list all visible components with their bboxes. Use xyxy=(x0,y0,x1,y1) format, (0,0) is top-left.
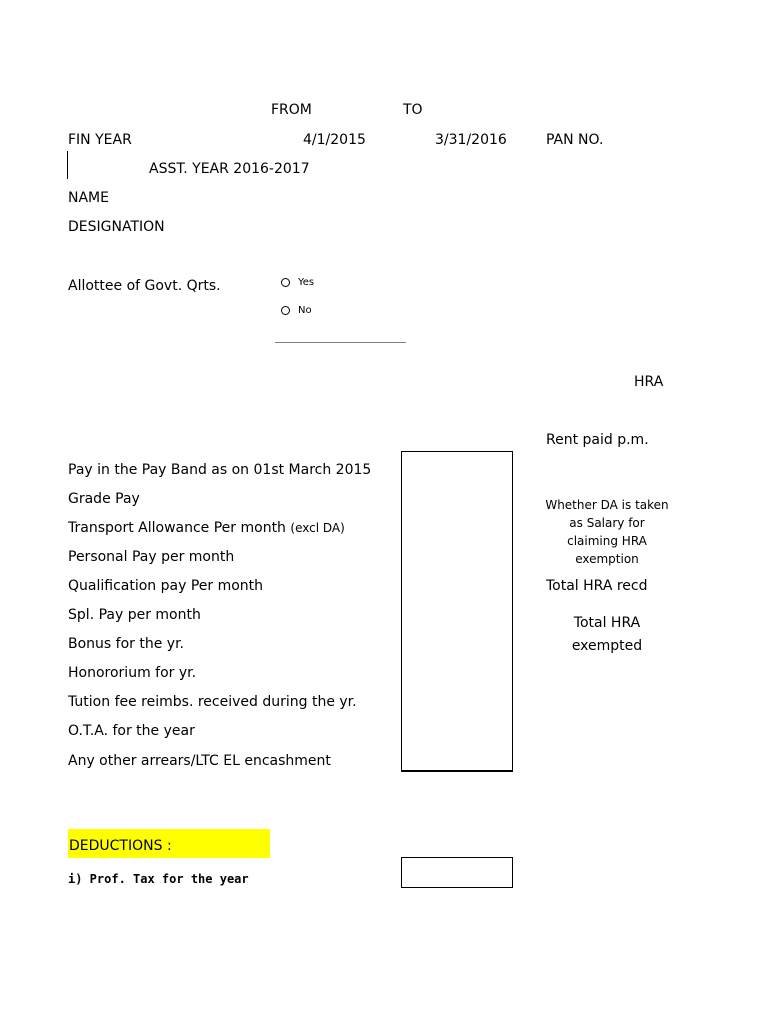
arrears-label: Any other arrears/LTC EL encashment xyxy=(68,753,331,769)
bonus-label: Bonus for the yr. xyxy=(68,636,184,652)
ota-label: O.T.A. for the year xyxy=(68,723,195,739)
radio-yes[interactable] xyxy=(281,278,290,287)
rent-paid-label: Rent paid p.m. xyxy=(546,432,649,448)
to-label: TO xyxy=(403,102,423,118)
radio-no-label: No xyxy=(298,305,312,316)
spl-pay-label: Spl. Pay per month xyxy=(68,607,201,623)
asst-year: ASST. YEAR 2016-2017 xyxy=(149,161,310,177)
personal-pay-label: Personal Pay per month xyxy=(68,549,235,565)
qualification-pay-label: Qualification pay Per month xyxy=(68,578,264,594)
radio-no[interactable] xyxy=(281,306,290,315)
deductions-title: DEDUCTIONS : xyxy=(69,838,172,854)
transport-main: Transport Allowance Per month xyxy=(68,520,291,536)
allottee-label: Allottee of Govt. Qrts. xyxy=(68,278,221,294)
prof-tax-label: i) Prof. Tax for the year xyxy=(68,872,249,886)
designation-label: DESIGNATION xyxy=(68,219,165,235)
grade-pay-label: Grade Pay xyxy=(68,491,140,507)
divider-line xyxy=(275,342,406,343)
pay-input-box[interactable] xyxy=(401,451,513,772)
from-date[interactable]: 4/1/2015 xyxy=(303,132,366,148)
total-hra-recd-label: Total HRA recd xyxy=(546,578,648,594)
prof-tax-input[interactable] xyxy=(401,857,513,888)
honororium-label: Honororium for yr. xyxy=(68,665,197,681)
to-date[interactable]: 3/31/2016 xyxy=(435,132,507,148)
da-question: Whether DA is taken as Salary for claiming HRA exemption xyxy=(545,498,669,566)
hra-title: HRA xyxy=(634,374,664,390)
total-hra-exempted-label: Total HRA exempted xyxy=(571,615,643,654)
pan-label: PAN NO. xyxy=(546,132,604,148)
transport-allowance-label xyxy=(68,519,345,537)
fin-year-label: FIN YEAR xyxy=(68,132,132,148)
name-label: NAME xyxy=(68,190,109,206)
from-label: FROM xyxy=(271,102,312,118)
tution-fee-label: Tution fee reimbs. received during the yr. xyxy=(68,694,357,710)
cell-cursor xyxy=(67,151,68,179)
deductions-header xyxy=(68,829,270,858)
pay-band-label: Pay in the Pay Band as on 01st March 2015 xyxy=(68,462,372,478)
radio-yes-label: Yes xyxy=(298,277,315,288)
transport-note: (excl DA) xyxy=(290,521,345,535)
